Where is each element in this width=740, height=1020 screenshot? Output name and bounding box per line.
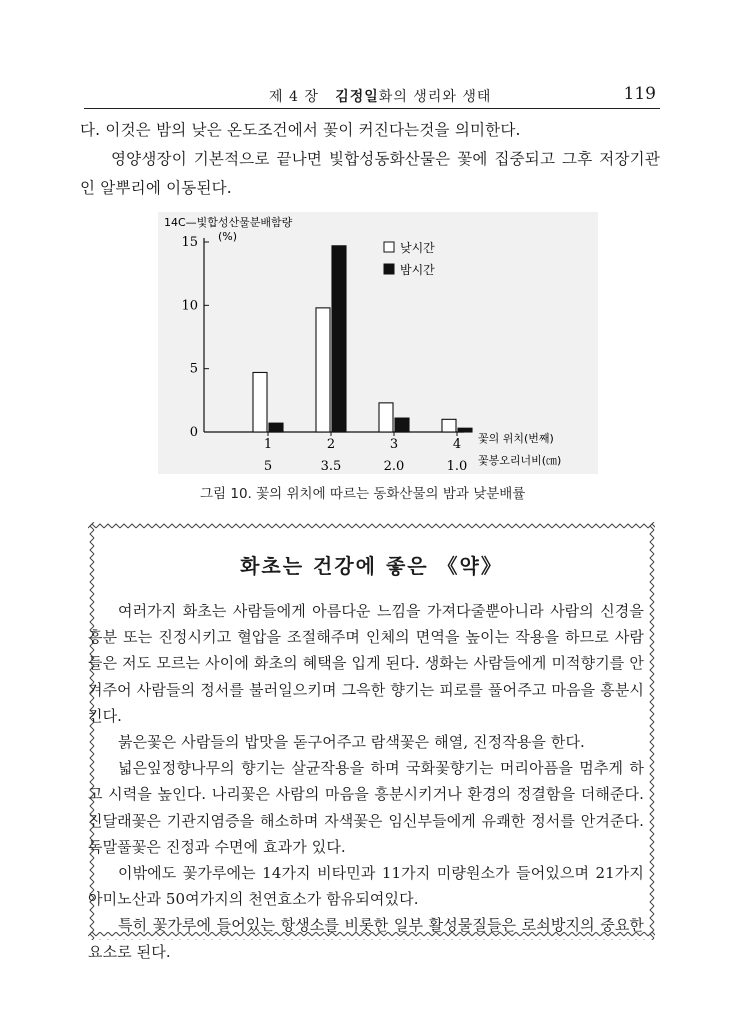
- bar-day: [316, 308, 330, 432]
- chapter-name-rest: 화의 생리와 생태: [378, 89, 492, 105]
- box-paragraph: 특히 꽃가루에 들어있는 항생소를 비롯한 일부 활성물질들은 로쇠방지의 중요한 요소로 된다.: [88, 916, 644, 961]
- box-title: 화초는 건강에 좋은 《약》: [240, 554, 503, 578]
- y-tick-label: 15: [181, 235, 198, 250]
- x-tick-label-secondary: 2.0: [383, 459, 405, 474]
- bar-day: [442, 419, 456, 432]
- x-axis-label: 꽃의 위치(번째): [478, 432, 554, 445]
- x-axis-label-secondary: 꽃봉오리너비(㎝): [478, 454, 562, 467]
- x-tick-label-secondary: 1.0: [446, 459, 468, 474]
- page-number: 119: [623, 84, 656, 104]
- x-tick-label: 1: [263, 437, 273, 452]
- legend-swatch: [384, 242, 394, 252]
- chapter-number: 제 4 장: [269, 89, 319, 105]
- bar-chart: [158, 212, 598, 474]
- legend-label: 밤시간: [400, 263, 435, 277]
- box-paragraph: 여러가지 화초는 사람들에게 아름다운 느낌을 가져다줄뿐아니라 사람의 신경을 흥분 또는 진정시키고 혈압을 조절해주며 인체의 면역을 높이는 작용을 하므로 사람들은 저도 모르는 사이에 화초의 혜택을 입게 된다. 생화는 사람들에게 미적향기를 안겨주어 사람들의 정서를 불러일으키며 그윽한 향기는 피로를 풀어주고 마음을 흥분시킨다.: [88, 602, 644, 725]
- y-axis-label: 14C—빛합성산물분배함량: [164, 216, 293, 229]
- x-tick-label: 2: [326, 437, 336, 452]
- y-tick-label: 0: [189, 425, 198, 440]
- bar-day: [253, 372, 267, 432]
- box-paragraph: 이밖에도 꽃가루에는 14가지 비타민과 11가지 미량원소가 들어있으며 21가지 아미노산과 50여가지의 천연효소가 함유되여있다.: [88, 864, 644, 909]
- box-paragraph: 붉은꽃은 사람들의 밥맛을 돋구어주고 람색꽃은 해열, 진정작용을 한다.: [118, 733, 585, 752]
- legend-swatch: [384, 264, 394, 274]
- legend-label: 낮시간: [400, 241, 435, 255]
- y-tick-label: 10: [181, 298, 198, 314]
- x-tick-label-secondary: 5: [263, 459, 273, 474]
- box-text: [88, 598, 644, 965]
- bar-night: [269, 423, 283, 432]
- running-header: [84, 84, 660, 109]
- bar-night: [458, 428, 472, 432]
- figure-caption: 그림 10. 꽃의 위치에 따르는 동화산물의 밤과 낮분배률: [200, 486, 526, 502]
- sidebar-box: [88, 522, 655, 961]
- paragraph: 영양생장이 기본적으로 끝나면 빛합성동화산물은 꽃에 집중되고 그후 저장기관인 알뿌리에 이동된다.: [80, 150, 660, 197]
- bar-night: [395, 418, 409, 432]
- chapter-title: [269, 86, 491, 106]
- y-axis-unit: (%): [218, 230, 238, 243]
- box-paragraph: 넓은잎정향나무의 향기는 살균작용을 하며 국화꽃향기는 머리아픔을 멈추게 하고 시력을 높인다. 나리꽃은 사람의 마음을 흥분시키거나 환경의 정결함을 더해준다. 진달래꽃은 기관지염증을 해소하며 자색꽃은 임신부들에게 유쾌한 정서를 안겨준다. 독말풀꽃은 진정과 수면에 효과가 있다.: [88, 759, 644, 856]
- bar-night: [332, 246, 346, 432]
- x-tick-label-secondary: 3.5: [320, 459, 342, 474]
- body-text: [80, 116, 660, 203]
- bar-day: [379, 403, 393, 432]
- paragraph: 다. 이것은 밤의 낮은 온도조건에서 꽃이 커진다는것을 의미한다.: [80, 121, 521, 139]
- figure-chart: [158, 212, 598, 474]
- x-tick-label: 3: [389, 437, 399, 452]
- chapter-name-bold: 김정일: [335, 89, 379, 105]
- y-tick-label: 5: [189, 361, 198, 377]
- x-tick-label: 4: [452, 437, 462, 452]
